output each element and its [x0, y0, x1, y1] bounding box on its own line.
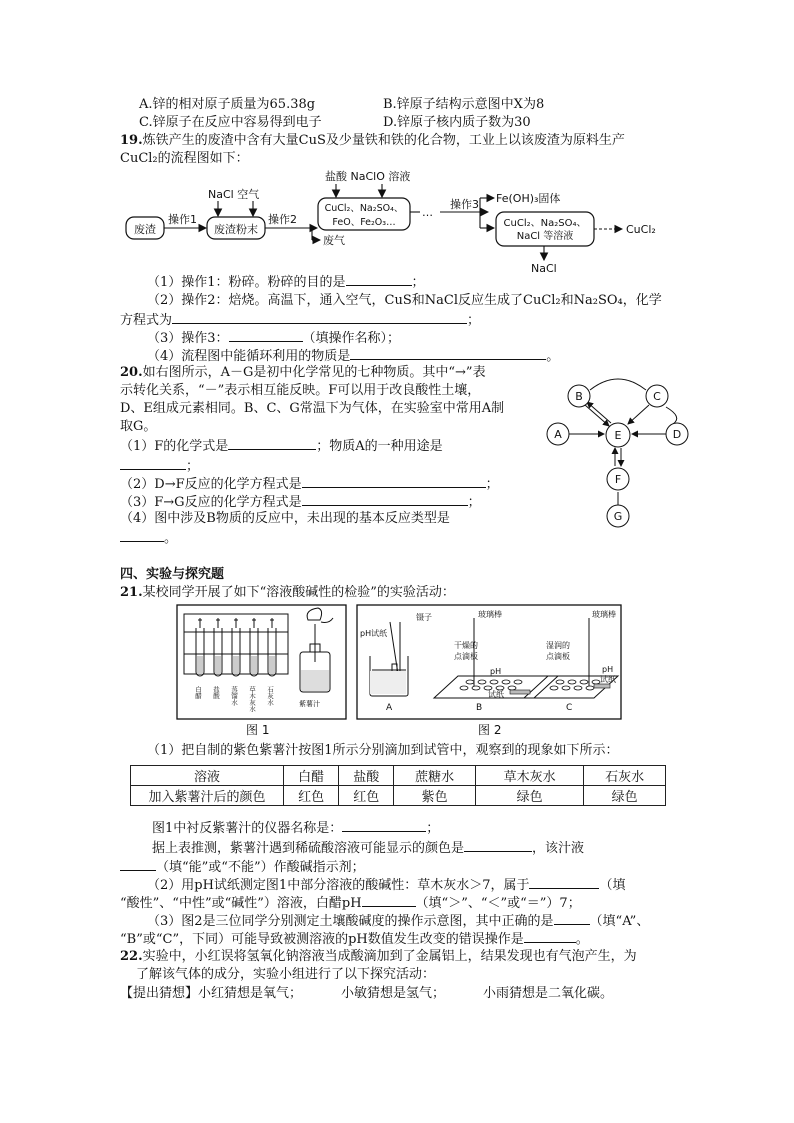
- q22-guess-3: 小雨猜想是二氧化碳。: [483, 986, 614, 1001]
- table-header-row: [131, 766, 666, 786]
- fig1-label-lime: 石灰水: [266, 686, 274, 706]
- op2-label: 操作2: [268, 213, 297, 226]
- q21-sub3b-end: 。: [575, 932, 589, 947]
- solution-line2: NaCl 等溶液: [516, 231, 574, 242]
- q20-stem-line4: 取G。: [120, 419, 157, 434]
- q20-sub3-end: ；: [467, 495, 481, 510]
- q20-sub3: [120, 492, 481, 512]
- fig1-label-water: 蒸馏水: [230, 686, 238, 706]
- fig2-ph-paper: pH试纸: [360, 629, 388, 638]
- nacl-out-label: NaCl: [531, 262, 557, 275]
- q20-blank2[interactable]: [302, 474, 486, 488]
- q19-sub3-text: （3）操作3：: [147, 331, 229, 346]
- q21-after2-text: 据上表推测，紫薯汁遇到稀硫酸溶液可能显示的颜色是: [152, 841, 465, 856]
- fig2-tweezers: 镊子: [416, 613, 432, 622]
- fig1-caption: 图 1: [246, 723, 270, 736]
- q19-sub2-line2: [120, 310, 480, 330]
- q22-guess-1: 小红猜想是氧气；: [198, 986, 303, 1001]
- q21-blank-instrument[interactable]: [342, 818, 426, 832]
- fig2-ph-b1: pH: [490, 667, 502, 676]
- q21-figure1: [176, 604, 348, 736]
- q21-blank-wrong[interactable]: [524, 929, 576, 943]
- q19-sub1-end: ；: [411, 275, 425, 290]
- powder-label: 废渣粉末: [214, 223, 258, 236]
- table-header: 草木灰水: [476, 766, 584, 786]
- q20-sub3-text: （3）F→G反应的化学方程式是: [120, 495, 302, 510]
- node-f-label: F: [614, 473, 622, 486]
- product-label: CuCl₂: [626, 223, 656, 236]
- waste-gas-label: 废气: [323, 234, 345, 247]
- fig2-dry-plate2: 点滴板: [454, 652, 478, 661]
- q20-sub1-line2: [120, 456, 199, 476]
- fig1-label-ash: 草木灰水: [248, 686, 256, 712]
- q22-guess-2: 小敏猜想是氢气；: [341, 986, 446, 1001]
- q20-sub1-text: （1）F的化学式是: [120, 439, 229, 454]
- q20-sub4: （4）图中涉及B物质的反应中，未出现的基本反应类型是: [120, 511, 450, 526]
- q21-sub2-line1: [147, 875, 626, 895]
- q20-number: 20.: [120, 365, 143, 380]
- q21-sub3b-text: “B”或“C”，下同）可能导致被测溶液的pH数值发生改变的错误操作是: [120, 932, 524, 947]
- op3-label: 操作3: [450, 198, 479, 211]
- fig1-label-vinegar: 白醋: [194, 686, 202, 699]
- q21-stem: [120, 584, 455, 602]
- feoh-label: Fe(OH)₃固体: [496, 192, 561, 205]
- waste-label: 废渣: [134, 223, 156, 236]
- q19-flow-diagram: [120, 168, 680, 276]
- q21-after1-end: ；: [426, 821, 440, 836]
- q21-after3-text: （填“能”或“不能”）作酸碱指示剂；: [156, 860, 365, 875]
- q21-after2-end: ，该汁液: [532, 841, 585, 856]
- node-d-label: D: [672, 428, 682, 441]
- q21-sub2b-text: “酸性”、“中性”或“碱性”）溶液，白醋pH: [120, 896, 362, 911]
- q19-sub4: [147, 346, 559, 366]
- table-row: [131, 786, 666, 806]
- fig2-wet-plate1: 湿润的: [546, 641, 570, 650]
- q18-option-b: B.锌原子结构示意图中X为8: [383, 97, 545, 112]
- q21-blank-color[interactable]: [464, 838, 532, 852]
- q19-sub1: [147, 272, 425, 292]
- table-header: 溶液: [131, 766, 284, 786]
- q20-sub2-end: ；: [485, 477, 499, 492]
- q19-sub4-end: 。: [546, 349, 560, 364]
- fig2-ph-c2: 试纸: [600, 675, 616, 684]
- q20-stem-line1: [120, 364, 486, 382]
- q22-guess-line: [120, 985, 302, 1003]
- table-cell: 绿色: [476, 786, 584, 806]
- node-e-label: E: [614, 429, 622, 442]
- q19-sub1-text: （1）操作1：粉碎。粉碎的目的是: [147, 275, 346, 290]
- table-header: 石灰水: [584, 766, 666, 786]
- mix-line2: FeO、Fe₂O₃…: [332, 217, 396, 228]
- q18-option-a: A.锌的相对原子质量为65.38g: [139, 97, 316, 112]
- table-header: 白醋: [284, 766, 339, 786]
- q19-blank3[interactable]: [229, 328, 303, 342]
- q22-stem-line2: 了解该气体的成分，实验小组进行了以下探究活动：: [136, 967, 436, 982]
- mix-line1: CuCl₂、Na₂SO₄、: [324, 203, 404, 214]
- q21-after2: [152, 838, 584, 858]
- q21-sub3-line1: [147, 911, 649, 931]
- q21-blank-type[interactable]: [529, 875, 599, 889]
- q19-stem-line1: [120, 132, 625, 150]
- q19-stem-text: 炼铁产生的废渣中含有大量CuS及少量铁和铁的化合物，工业上以该废渣为原料生产: [142, 133, 625, 148]
- q21-sub2b-end: （填“＞”、“＜”或“＝”）7；: [415, 896, 581, 911]
- q20-stem-line2: 示转化关系，“－”表示相互能反映。F可以用于改良酸性土壤，: [120, 383, 481, 398]
- fig2-label-b: B: [476, 703, 483, 713]
- table-cell: 加入紫薯汁后的颜色: [131, 786, 284, 806]
- q20-sub2: [120, 474, 499, 494]
- fig2-rod2: 玻璃棒: [592, 610, 616, 619]
- q21-blank-correct[interactable]: [554, 911, 590, 925]
- q20-blank4[interactable]: [120, 528, 164, 542]
- q22-guess-label: 【提出猜想】: [120, 986, 199, 1001]
- op1-label: 操作1: [168, 213, 197, 226]
- q21-sub1: （1）把自制的紫色紫薯汁按图1所示分别滴加到试管中，观察到的现象如下所示：: [147, 743, 619, 758]
- node-a-label: A: [554, 428, 562, 441]
- flow-dots: …: [422, 206, 433, 219]
- q19-sub2-end: ；: [467, 313, 481, 328]
- fig2-label-c: C: [566, 703, 573, 713]
- node-b-label: B: [575, 390, 583, 403]
- q21-sub3-line2: [120, 929, 589, 949]
- fig2-label-a: A: [386, 703, 393, 713]
- q20-sub2-text: （2）D→F反应的化学方程式是: [120, 477, 302, 492]
- q20-relation-diagram: [538, 372, 698, 532]
- q21-blank-compare[interactable]: [362, 893, 416, 907]
- fig2-wet-plate2: 点滴板: [546, 652, 570, 661]
- q21-result-table: [130, 765, 666, 806]
- q19-sub3: [147, 328, 400, 348]
- q21-sub3-end: （填“A”、: [589, 914, 650, 929]
- q21-after1: [152, 818, 439, 838]
- fig1-juice-label: 紫薯汁: [299, 700, 320, 708]
- q18-option-c: C.锌原子在反应中容易得到电子: [139, 115, 322, 130]
- q19-sub2-line1: （2）操作2：焙烧。高温下，通入空气，CuS和NaCl反应生成了CuCl₂和Na₂SO₄，化学: [147, 293, 662, 308]
- q20-blank1a[interactable]: [228, 436, 316, 450]
- q21-blank-can[interactable]: [120, 857, 156, 871]
- q20-blank3[interactable]: [302, 492, 468, 506]
- reagents-label: 盐酸 NaClO 溶液: [325, 170, 411, 183]
- table-header: 蔗糖水: [394, 766, 476, 786]
- solution-line1: CuCl₂、Na₂SO₄、: [503, 218, 587, 229]
- q22-stem-line1: [120, 948, 637, 966]
- q19-number: 19.: [120, 133, 143, 148]
- q21-number: 21.: [120, 585, 143, 600]
- fig2-ph-b2: 试纸: [488, 690, 504, 699]
- q19-blank4[interactable]: [350, 346, 546, 360]
- table-header: 盐酸: [339, 766, 394, 786]
- fig2-caption: 图 2: [478, 723, 502, 736]
- q19-stem-line2: CuCl₂的流程图如下：: [120, 151, 249, 166]
- q21-after1-text: 图1中衬反紫薯汁的仪器名称是：: [152, 821, 343, 836]
- table-cell: 紫色: [394, 786, 476, 806]
- q21-after3: [120, 857, 365, 877]
- q22-number: 22.: [120, 949, 143, 964]
- q20-sub4-end: 。: [164, 531, 178, 546]
- node-g-label: G: [613, 510, 623, 523]
- table-cell: 绿色: [584, 786, 666, 806]
- q20-blank1b[interactable]: [120, 456, 186, 470]
- nacl-air-label: NaCl 空气: [208, 188, 260, 201]
- q22-stem-text: 实验中，小红误将氢氧化钠溶液当成酸滴加到了金属铝上，结果发现也有气泡产生，为: [142, 949, 637, 964]
- fig2-dry-plate1: 干燥的: [454, 641, 478, 650]
- q20-sub1-mid: ；物质A的一种用途是: [316, 439, 443, 454]
- q21-sub2-line2: [120, 893, 581, 913]
- q21-stem-text: 某校同学开展了如下“溶液酸碱性的检验”的实验活动：: [142, 585, 455, 600]
- node-c-label: C: [653, 390, 661, 403]
- q20-sub4-line2: [120, 528, 177, 548]
- q18-option-d: D.锌原子核内质子数为30: [383, 115, 531, 130]
- fig2-ph-c1: pH: [602, 665, 614, 674]
- section-title: 四、实验与探究题: [120, 567, 225, 582]
- fig2-rod1: 玻璃棒: [478, 610, 502, 619]
- q20-sub1-end: ；: [186, 459, 200, 474]
- q19-sub2-text: 方程式为: [120, 313, 173, 328]
- fig1-label-hcl: 盐酸: [212, 686, 220, 699]
- table-cell: 红色: [339, 786, 394, 806]
- q21-sub3-text: （3）图2是三位同学分别测定土壤酸碱度的操作示意图，其中正确的是: [147, 914, 554, 929]
- q21-sub2-end: （填: [599, 878, 626, 893]
- table-cell: 红色: [284, 786, 339, 806]
- q19-blank2[interactable]: [172, 310, 467, 324]
- q20-stem-text: 如右图所示，A－G是初中化学常见的七种物质。其中“→”表: [142, 365, 486, 380]
- q19-sub4-text: （4）流程图中能循环利用的物质是: [147, 349, 351, 364]
- q19-sub3-end: （填操作名称）；: [302, 331, 401, 346]
- q21-figure2: [356, 604, 624, 736]
- q19-blank1[interactable]: [346, 272, 412, 286]
- q20-sub1: [120, 436, 443, 456]
- q20-stem-line3: D、E组成元素相同。B、C、G常温下为气体，在实验室中常用A制: [120, 401, 505, 416]
- q21-sub2-text: （2）用pH试纸测定图1中部分溶液的酸碱性：草木灰水＞7，属于: [147, 878, 530, 893]
